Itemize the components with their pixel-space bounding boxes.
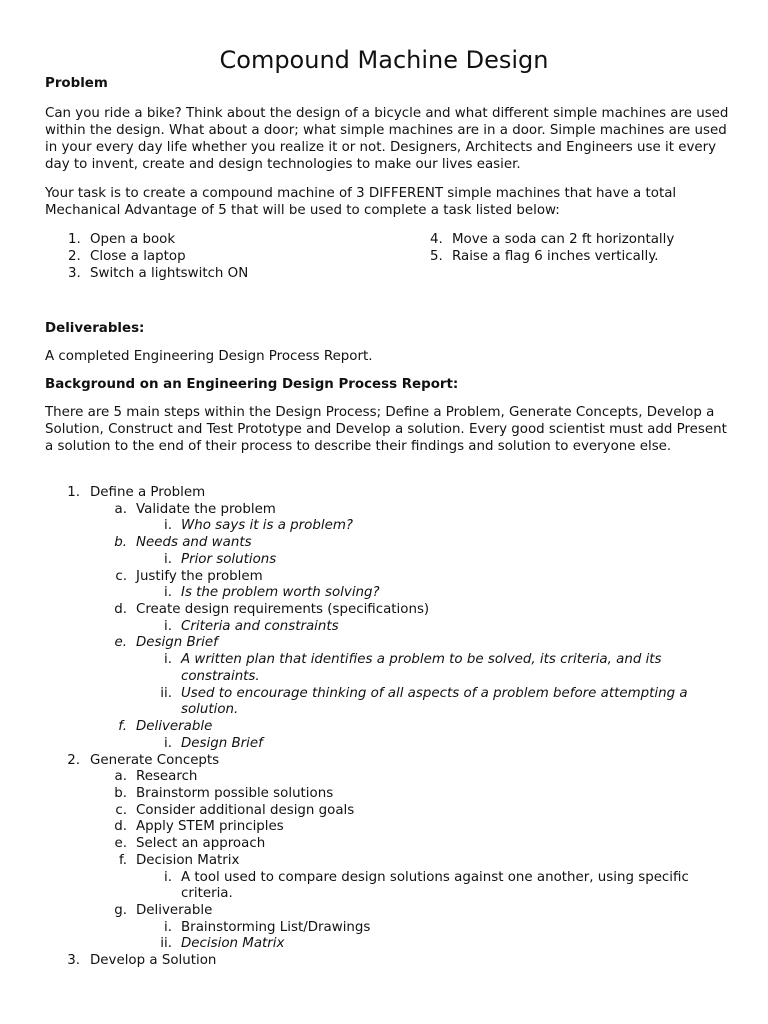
outline-item-level-3: Decision Matrix [181,936,285,951]
outline-marker: e. [114,635,127,650]
outline-item-level-2: Brainstorm possible solutions [136,786,334,801]
outline-marker: i. [164,652,172,667]
task-item: Open a book [90,232,176,247]
outline-marker: 3. [67,953,80,968]
outline-item-level-2: Decision Matrix [136,853,240,868]
outline-marker: i. [164,736,172,751]
outline-item-level-3: solution. [181,702,239,717]
outline-item-level-1: Define a Problem [90,485,206,500]
outline-marker: d. [114,819,127,834]
problem-paragraph-1: Can you ride a bike? Think about the design of a bicycle and what different simple machines are used within the design. What about a door; what simple machines are in a door. Simple machines are used in your every day life whether you realize it or not. Designers, Architects and Engineers use it every day to invent, create and design technologies to make our lives easier. [45,106,729,172]
outline-marker: i. [164,552,172,567]
outline-item-level-3: Criteria and constraints [181,619,339,634]
outline-item-level-2: Deliverable [136,719,213,734]
outline-marker: 2. [67,753,80,768]
outline-marker: f. [118,719,127,734]
task-item: Switch a lightswitch ON [90,266,249,281]
outline-item-level-3: Used to encourage thinking of all aspects of a problem before attempting a [181,686,688,701]
outline-item-level-2: Deliverable [136,903,213,918]
outline-marker: c. [115,803,127,818]
outline-marker: ii. [160,686,172,701]
task-number: 1. [68,232,81,247]
outline-item-level-3: Design Brief [181,736,263,751]
outline-marker: i. [164,619,172,634]
outline-item-level-2: Validate the problem [136,502,276,517]
task-item: Move a soda can 2 ft horizontally [452,232,675,247]
task-number: 2. [68,249,81,264]
outline-item-level-3: Prior solutions [181,552,277,567]
outline-item-level-2: Apply STEM principles [136,819,284,834]
outline-item-level-3: Who says it is a problem? [181,518,353,533]
problem-heading: Problem [45,76,108,91]
outline-marker: f. [119,853,127,868]
outline-item-level-3: Brainstorming List/Drawings [181,920,371,935]
outline-item-level-1: Generate Concepts [90,753,220,768]
outline-marker: b. [114,786,127,801]
outline-marker: ii. [160,936,172,951]
outline-item-level-2: Create design requirements (specifications) [136,602,430,617]
outline-marker: a. [114,502,127,517]
outline-marker: c. [115,569,127,584]
outline-item-level-3: Is the problem worth solving? [181,585,380,600]
task-number: 3. [68,266,81,281]
background-heading: Background on an Engineering Design Process Report: [45,377,459,392]
task-number: 5. [430,249,443,264]
task-item: Raise a flag 6 inches vertically. [452,249,659,264]
outline-marker: e. [114,836,127,851]
outline-marker: g. [114,903,127,918]
outline-item-level-2: Justify the problem [136,569,263,584]
outline-item-level-3: A written plan that identifies a problem to be solved, its criteria, and its [181,652,662,667]
outline-item-level-3: criteria. [181,886,233,901]
outline-item-level-2: Select an approach [136,836,266,851]
problem-paragraph-2: Your task is to create a compound machine of 3 DIFFERENT simple machines that have a total Mechanical Advantage of 5 that will be used to complete a task listed below: [45,186,677,218]
outline-item-level-2: Needs and wants [136,535,252,550]
outline-marker: i. [164,870,172,885]
outline-item-level-2: Design Brief [136,635,218,650]
outline-marker: 1. [67,485,80,500]
outline-marker: i. [164,920,172,935]
outline-item-level-1: Develop a Solution [90,953,217,968]
outline-marker: d. [114,602,127,617]
page-title: Compound Machine Design [219,46,549,74]
outline-item-level-3: constraints. [181,669,260,684]
deliverables-text: A completed Engineering Design Process Report. [45,349,373,364]
task-number: 4. [430,232,443,247]
outline-marker: a. [114,769,127,784]
outline-item-level-2: Research [136,769,198,784]
outline-marker: b. [114,535,127,550]
outline-item-level-2: Consider additional design goals [136,803,355,818]
task-item: Close a laptop [90,249,186,264]
background-paragraph: There are 5 main steps within the Design Process; Define a Problem, Generate Concepts, Develop a Solution, Construct and Test Prototype and Develop a solution. Every good scientist must add Present a solution to the end of their process to describe their findings and solution to everyone else. [45,405,727,454]
outline-marker: i. [164,518,172,533]
outline-item-level-3: A tool used to compare design solutions against one another, using specific [181,870,689,885]
outline-marker: i. [164,585,172,600]
deliverables-heading: Deliverables: [45,321,145,336]
